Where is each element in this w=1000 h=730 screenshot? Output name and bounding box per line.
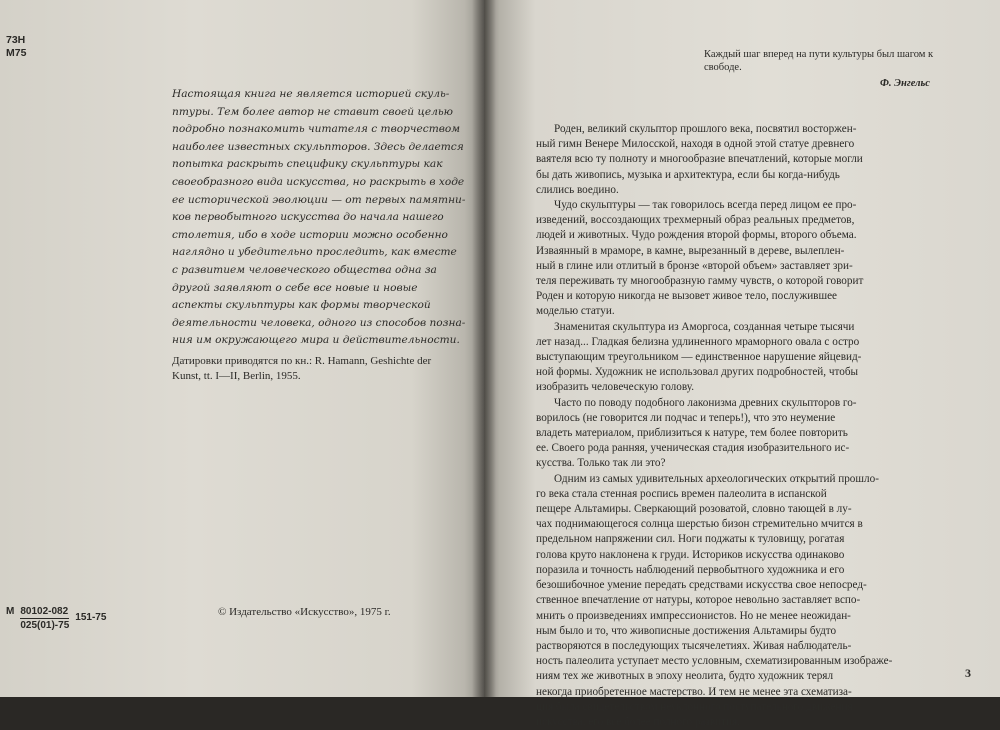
main-body-text <box>536 122 970 730</box>
catalog-code <box>6 605 106 632</box>
datings-note: Датировки приводятся по кн.: R. Hamann, Geshichte der Kunst, tt. I—II, Berlin, 1955. <box>172 355 432 382</box>
body-text-line: ным было и то, что живописные достижения Альтамиры будто <box>536 624 837 637</box>
annotation-line: аспекты скульптуры как формы творческой <box>172 299 431 312</box>
body-text-line: ность палеолита уступает место условным, схематизированным изображе- <box>536 655 893 668</box>
body-text-line: изобразить человеческую голову. <box>536 381 695 394</box>
body-text-line: кусства. Только так ли это? <box>536 457 666 470</box>
annotation-line: ния им окружающего мира и действительности. <box>172 334 460 347</box>
body-text-line: ственное впечатление от натуры, которое невольно заставляет вспо- <box>536 594 861 607</box>
code-numerator: 80102-082 <box>20 606 69 617</box>
code-denominator: 025(01)-75 <box>20 620 70 631</box>
body-text-line: голова круто наклонена к груди. Историков искусства одинаково <box>536 548 845 561</box>
annotation-line: своеобразного вида искусства, но раскрыть в ходе <box>172 175 465 188</box>
body-text-line: ный гимн Венере Милосской, находя в одной этой статуе древнего <box>536 138 855 151</box>
code-fraction <box>20 605 69 632</box>
body-text-line: ция была свидетельством неуклонного поступательного движения <box>536 700 853 713</box>
annotation-line: подробно познакомить читателя с творчеством <box>172 123 461 136</box>
body-text-line: растворяются в последующих тысячелетиях. Живая наблюдатель- <box>536 639 852 652</box>
body-text-line: изведений, воссоздающих трехмерный образ реальных предметов, <box>536 214 855 227</box>
body-text-line: безошибочное умение передать средствами искусства свое непосред- <box>536 579 867 592</box>
body-text-line: искусства, его все более полного развития. <box>536 715 740 728</box>
body-text-line: Одним из самых удивительных археологических открытий прошло- <box>554 472 879 485</box>
body-text-line: ниям тех же животных в эпоху неолита, будто художник терял <box>536 670 834 683</box>
annotation-line: Настоящая книга не является историей скуль- <box>172 88 450 100</box>
annotation-line: деятельности человека, одного из способов позна- <box>172 316 466 329</box>
body-text-line: моделью статуи. <box>536 305 615 318</box>
body-text-line: лет назад... Гладкая белизна удлиненного мраморного овала с остро <box>536 335 860 348</box>
annotation-line: с развитием человеческого общества одна за <box>172 263 437 276</box>
body-text-line: поразила и точность наблюдений первобытного художника и его <box>536 563 845 576</box>
epigraph: Каждый шаг вперед на пути культуры был шагом к свободе. <box>704 49 934 73</box>
body-text-line: предельном напряжении сил. Ноги поджаты к туловищу, рогатая <box>536 533 845 546</box>
body-text-line: го века стала стенная роспись времен палеолита в испанской <box>536 487 827 500</box>
body-text-line: Чудо скульптуры — так говорилось всегда перед лицом ее про- <box>554 199 857 212</box>
body-text-line: чах поднимающегося солнца шерстью бизон стремительно мчится в <box>536 518 863 531</box>
body-text-line: Роден и которую никогда не вызовет живое тело, послужившее <box>536 290 838 303</box>
body-text-line: ее. Своего рода ранняя, ученическая стадия изобразительного ис- <box>536 442 850 455</box>
body-text-line: людей и животных. Чудо рождения второй формы, второго объема. <box>536 229 857 242</box>
code-suffix: 151-75 <box>75 612 107 623</box>
epigraph-author: Ф. Энгельс <box>880 78 930 89</box>
body-text-line: ваятеля всю ту полноту и многообразие впечатлений, которые могли <box>536 153 863 166</box>
body-text-line: теля переживать ту многообразную гамму чувств, о которой говорит <box>536 275 864 288</box>
page-number: 3 <box>965 666 971 680</box>
publisher-copyright: © Издательство «Искусство», 1975 г. <box>218 606 391 618</box>
book-annotation <box>172 86 466 350</box>
body-text-line: ворилось (не говорится ли подчас и теперь!), что это неумение <box>536 411 836 424</box>
body-text-line: выступающим треугольником — единственное нарушение яйцевид- <box>536 351 862 364</box>
body-text-line: Изваянный в мраморе, в камне, вырезанный в дереве, вылеплен- <box>536 244 845 257</box>
book-gutter <box>472 0 496 697</box>
annotation-line: ее исторической эволюции — от первых памятни- <box>172 193 466 206</box>
classification-line-2: М75 <box>6 47 27 59</box>
annotation-line: наиболее известных скульпторов. Здесь делается <box>172 140 464 153</box>
classification-line-1: 73Н <box>6 34 26 46</box>
body-text-line: пещере Альтамиры. Сверкающий розоватой, словно тающей в лу- <box>536 503 852 516</box>
code-letter: М <box>6 606 15 617</box>
body-text-line: слились воедино. <box>536 183 619 196</box>
body-text-line: ный в глине или отлитый в бронзе «второй объем» заставляет зри- <box>536 259 853 272</box>
body-text-line: Знаменитая скульптура из Аморгоса, созданная четыре тысячи <box>554 320 855 333</box>
annotation-line: столетия, ибо в ходе истории можно особенно <box>172 228 448 241</box>
body-text-line: некогда приобретенное мастерство. И тем не менее эта схематиза- <box>536 685 852 698</box>
annotation-line: наглядно и убедительно проследить, как вместе <box>172 246 457 259</box>
annotation-line: ков первобытного искусства до начала нашего <box>172 211 444 224</box>
body-text-line: ной формы. Художник не использовал других подробностей, чтобы <box>536 366 859 379</box>
body-text-line: Часто по поводу подобного лаконизма древних скульпторов го- <box>554 396 857 409</box>
classification-code <box>6 34 26 60</box>
annotation-line: другой заявляют о себе все новые и новые <box>172 281 418 294</box>
body-text-line: владеть материалом, приблизиться к натуре, тем более повторить <box>536 427 848 440</box>
annotation-line: попытка раскрыть специфику скульптуры как <box>172 158 443 171</box>
body-text-line: Роден, великий скульптор прошлого века, посвятил восторжен- <box>554 123 857 135</box>
annotation-line: птуры. Тем более автор не ставит своей целью <box>172 105 453 118</box>
body-text-line: бы дать живопись, музыка и архитектура, если бы когда-нибудь <box>536 168 840 181</box>
body-text-line: мнить о произведениях импрессионистов. Но не менее неожидан- <box>536 609 851 622</box>
